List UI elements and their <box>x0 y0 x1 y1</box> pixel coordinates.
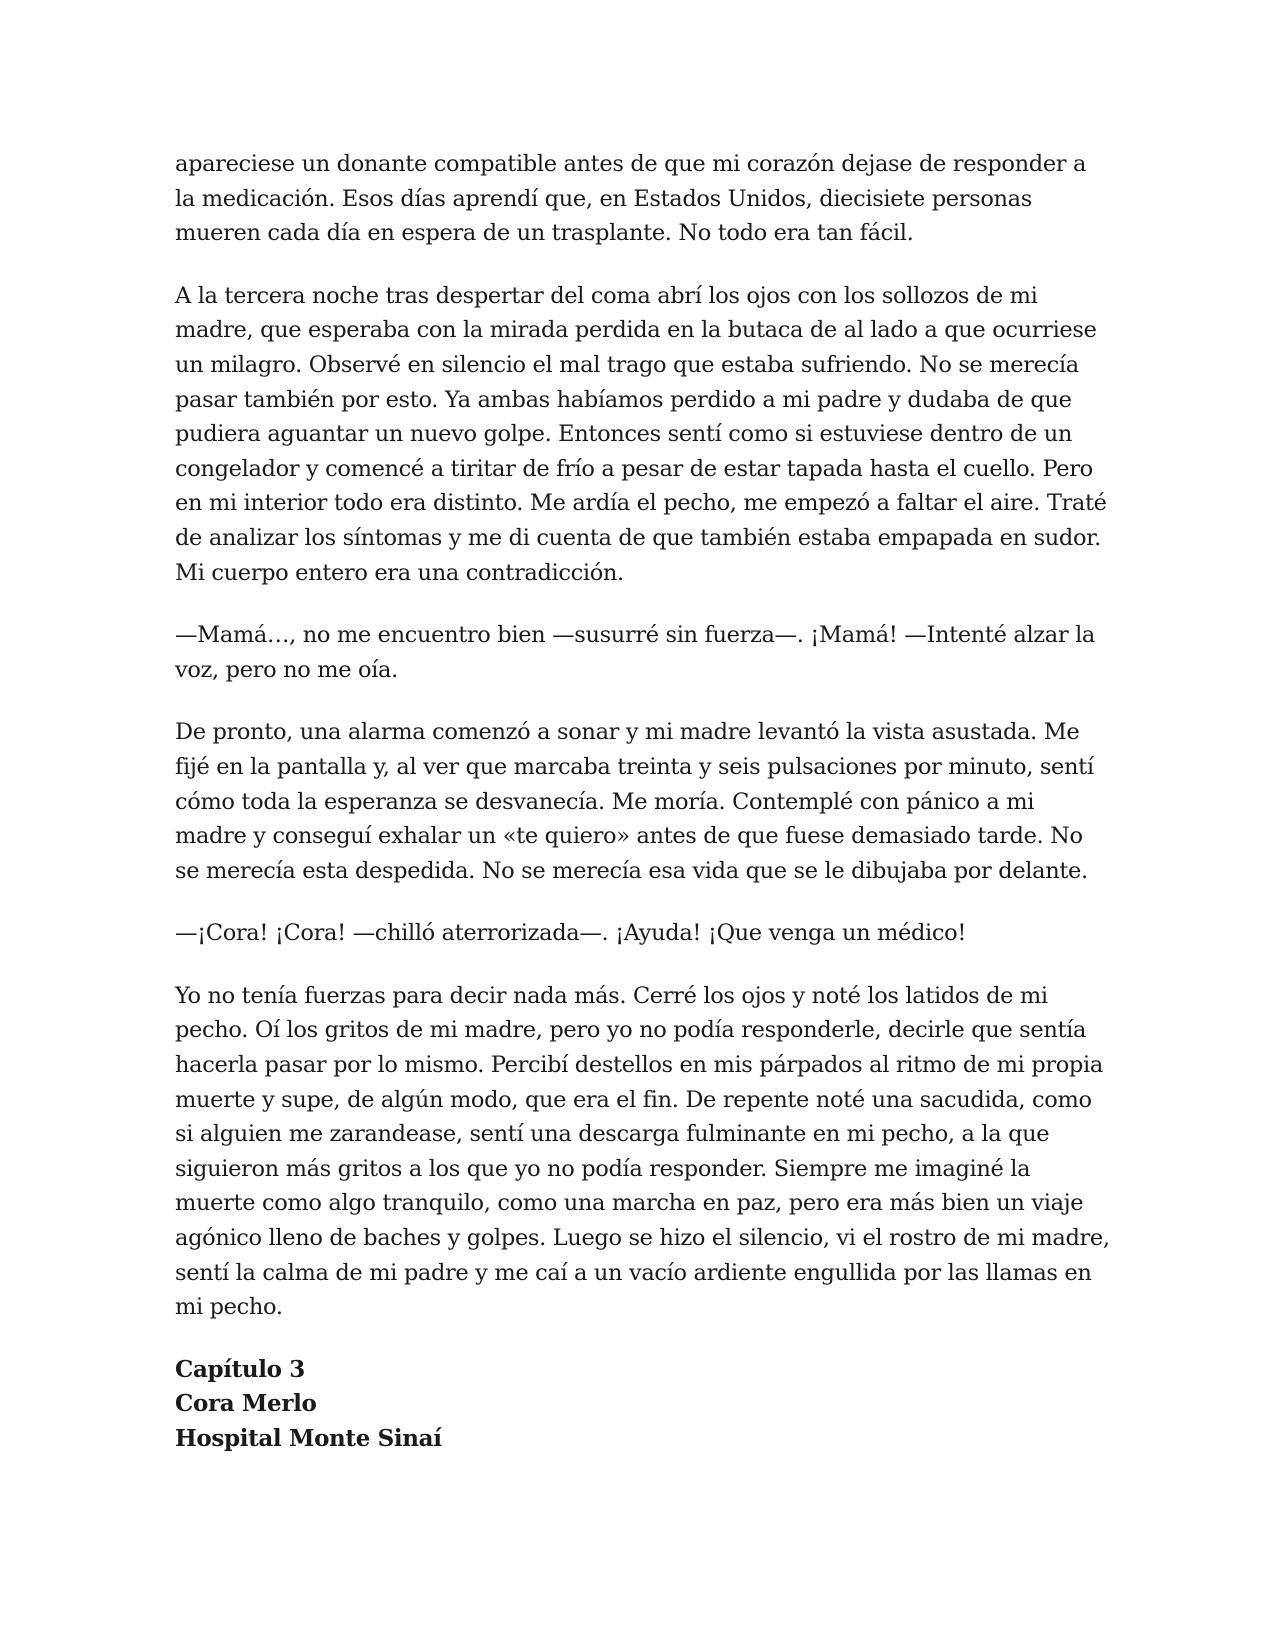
paragraph: A la tercera noche tras despertar del coma abrí los ojos con los sollozos de mi madre, que esperaba con la mirada perdida en la butaca de al lado a que ocurriese un milagro. Observé en silencio el mal trago que estaba sufriendo. No se merecía pasar también por esto. Ya ambas habíamos perdido a mi padre y dudaba de que pudiera aguantar un nuevo golpe. Entonces sentí como si estuviese dentro de un congelador y comencé a tiritar de frío a pesar de estar tapada hasta el cuello. Pero en mi interior todo era distinto. Me ardía el pecho, me empezó a faltar el aire. Traté de analizar los síntomas y me di cuenta de que también estaba empapada en sudor. Mi cuerpo entero era una contradicción. <box>175 282 1107 586</box>
chapter-location: Hospital Monte Sinaí <box>175 1425 442 1452</box>
document-page <box>175 147 1110 1457</box>
chapter-number: Capítulo 3 <box>175 1355 305 1383</box>
dialogue-paragraph: —¡Cora! ¡Cora! —chilló aterrorizada—. ¡Ayuda! ¡Que venga un médico! <box>175 920 967 947</box>
dialogue-paragraph: —Mamá…, no me encuentro bien —susurré sin fuerza—. ¡Mamá! —Intenté alzar la voz, pero no me oía. <box>175 622 1095 683</box>
paragraph: De pronto, una alarma comenzó a sonar y mi madre levantó la vista asustada. Me fijé en la pantalla y, al ver que marcaba treinta y seis pulsaciones por minuto, sentí cómo toda la esperanza se desvanecía. Me moría. Contemplé con pánico a mi madre y conseguí exhalar un «te quiero» antes de que fuese demasiado tarde. No se merecía esta despedida. No se merecía esa vida que se le dibujaba por delante. <box>175 719 1094 884</box>
chapter-character: Cora Merlo <box>175 1390 317 1418</box>
paragraph: apareciese un donante compatible antes de que mi corazón dejase de responder a la medicación. Esos días aprendí que, en Estados Unidos, diecisiete personas mueren cada día en espera de un trasplante. No todo era tan fácil. <box>175 151 1087 247</box>
chapter-heading <box>175 1353 1110 1457</box>
paragraph: Yo no tenía fuerzas para decir nada más. Cerré los ojos y noté los latidos de mi pecho. Oí los gritos de mi madre, pero yo no podía responderle, decirle que sentía hacerla pasar por lo mismo. Percibí destellos en mis párpados al ritmo de mi propia muerte y supe, de algún modo, que era el fin. De repente noté una sacudida, como si alguien me zarandease, sentí una descarga fulminante en mi pecho, a la que siguieron más gritos a los que yo no podía responder. Siempre me imaginé la muerte como algo tranquilo, como una marcha en paz, pero era más bien un viaje agónico lleno de baches y golpes. Luego se hizo el silencio, vi el rostro de mi madre, sentí la calma de mi padre y me caí a un vacío ardiente engullida por las llamas en mi pecho. <box>175 982 1110 1321</box>
